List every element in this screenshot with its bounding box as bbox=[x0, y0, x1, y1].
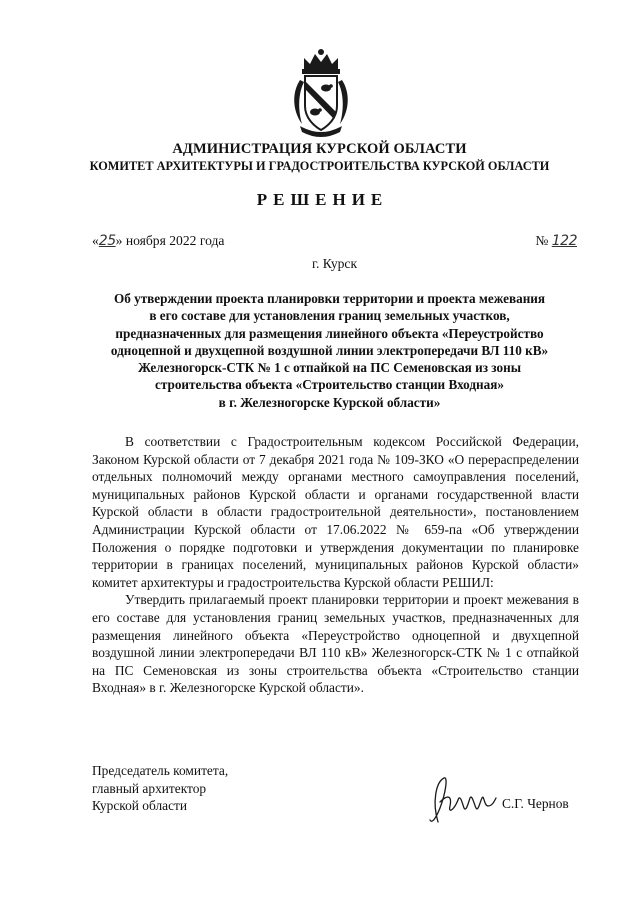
document-date bbox=[92, 233, 224, 249]
number-handwritten: 122 bbox=[551, 233, 577, 249]
date-day-handwritten: 25 bbox=[98, 233, 116, 249]
number-prefix: № bbox=[535, 233, 549, 248]
position-line: Курской области bbox=[92, 798, 188, 814]
document-city: г. Курск bbox=[311, 256, 358, 271]
date-open-quote: « bbox=[92, 233, 99, 248]
body-paragraph-resolution: Утвердить прилагаемый проект планировки территории и проект межевания в его составе для установления границ земельных участков, предназначенных для размещения линейного объекта «Переустройство одноцепной и двухцепной воздушной линии электропередачи ВЛ 110 кВ» Железногорск-СТК № 1 с отпайкой на ПС Семеновская из зоны строительства объекта «Строительство станции Входная» в г. Железногорске Курской области». bbox=[92, 592, 579, 696]
document-number bbox=[535, 233, 577, 249]
position-line: главный архитектор bbox=[92, 780, 207, 796]
document-title bbox=[80, 290, 579, 411]
coat-of-arms-emblem bbox=[290, 48, 352, 138]
position-line: Председатель комитета, bbox=[92, 763, 229, 778]
title-line: Об утверждении проекта планировки территории и проекта межевания bbox=[113, 291, 546, 306]
title-line: одноцепной и двухцепной воздушной линии электропередачи ВЛ 110 кВ» bbox=[110, 342, 549, 358]
date-close-quote: » bbox=[115, 233, 123, 248]
title-line: в г. Железногорске Курской области» bbox=[218, 394, 441, 410]
signatory-position bbox=[92, 762, 228, 815]
administration-heading: АДМИНИСТРАЦИЯ КУРСКОЙ ОБЛАСТИ bbox=[172, 141, 467, 157]
title-line: Железногорск-СТК № 1 с отпайкой на ПС Семеновская из зоны bbox=[137, 360, 522, 376]
body-paragraph-preamble: В соответствии с Градостроительным кодексом Российской Федерации, Законом Курской области от 7 декабря 2021 года № 109-ЗКО «О перераспределении отдельных полномочий между органами местного самоуправления поселений, муниципальных районов Курской области и органами государственной власти Курской области в области градостроительной деятельности», постановлением Администрации Курской области от 17.06.2022 № 659-па «Об утверждении Положения о порядке подготовки и утверждения документации по планировке территории в границах поселений, муниципальных районов Курской области» комитет архитектуры и градостроительства Курской области РЕШИЛ: bbox=[92, 434, 579, 590]
handwritten-signature bbox=[418, 772, 498, 828]
title-line: предназначенных для размещения линейного объекта «Переустройство bbox=[115, 325, 544, 341]
title-line: строительства объекта «Строительство станции Входная» bbox=[155, 377, 504, 393]
title-line: в его составе для установления границ земельных участков, bbox=[149, 308, 510, 324]
date-month-year: ноября 2022 года bbox=[122, 233, 225, 248]
document-type-heading: РЕШЕНИЕ bbox=[256, 190, 389, 209]
signatory-name: С.Г. Чернов bbox=[502, 796, 569, 811]
document-body bbox=[92, 433, 579, 697]
committee-heading: КОМИТЕТ АРХИТЕКТУРЫ И ГРАДОСТРОИТЕЛЬСТВА КУРСКОЙ ОБЛАСТИ bbox=[89, 159, 550, 173]
